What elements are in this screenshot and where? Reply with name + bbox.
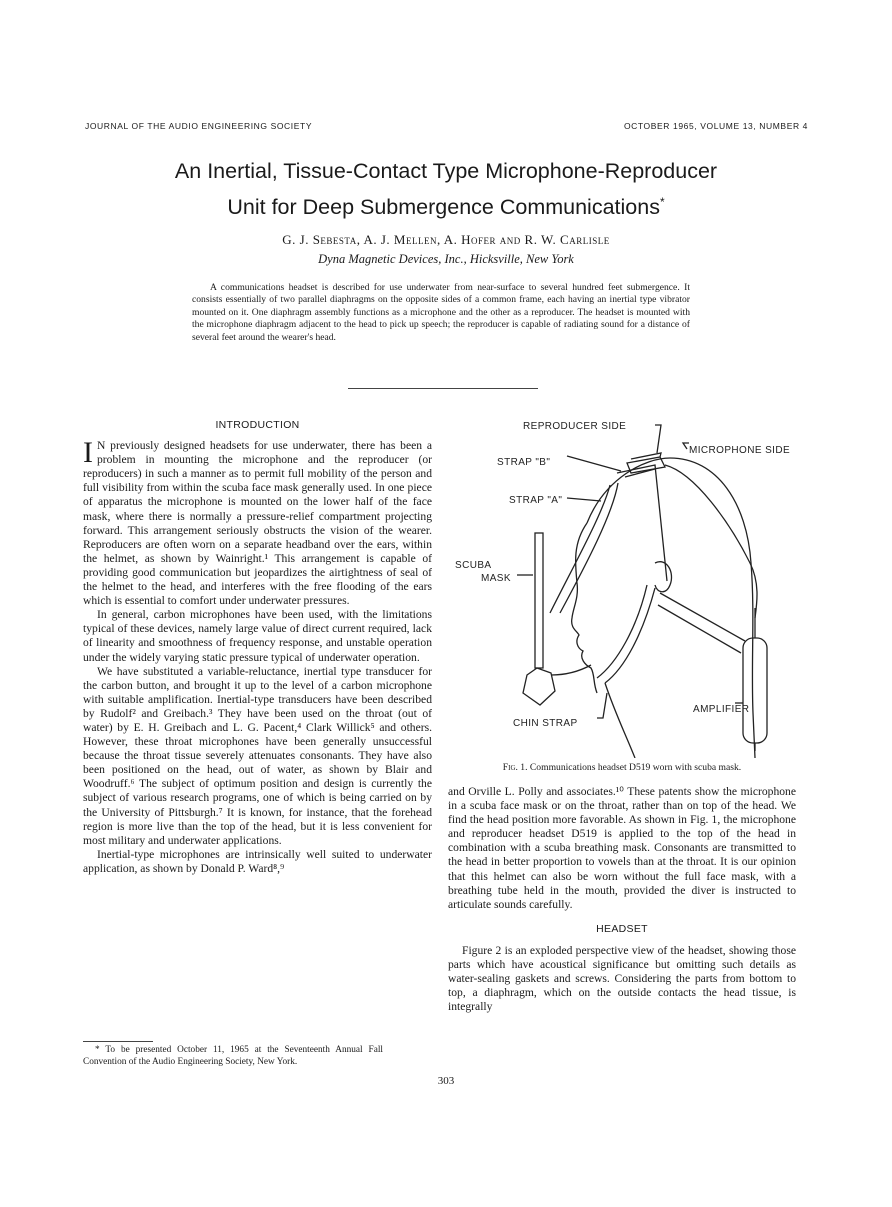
section-heading-headset: HEADSET bbox=[596, 922, 648, 935]
mask-mouthpiece bbox=[523, 668, 555, 705]
running-header-issue: OCTOBER 1965, VOLUME 13, NUMBER 4 bbox=[623, 121, 808, 131]
leader-reproducer bbox=[655, 425, 661, 453]
paragraph: In general, carbon microphones have been used, with the limitations typical of these devices, namely large value of direct current required, lack of linearity and smoothness of frequency response, and unstable operation under the widely varying static pressure typical of underwater operation. bbox=[83, 608, 432, 664]
figure-number: Fig. 1. bbox=[502, 762, 528, 773]
authors: G. J. Sebesta, A. J. Mellen, A. Hofer and R. W. Carlisle bbox=[282, 232, 610, 247]
separator-rule bbox=[348, 388, 538, 389]
label-scuba: SCUBA bbox=[455, 560, 492, 571]
label-microphone-side: MICROPHONE SIDE bbox=[689, 445, 791, 456]
neck-line bbox=[605, 683, 635, 758]
leader-strap-b bbox=[567, 456, 621, 471]
strap-b bbox=[617, 465, 667, 581]
rear-strap-2 bbox=[658, 605, 741, 653]
label-mask: MASK bbox=[481, 573, 511, 584]
paragraph: Inertial-type microphones are intrinsically well suited to underwater application, as shown by Donald P. Ward⁸,⁹ bbox=[83, 847, 432, 875]
left-column bbox=[83, 418, 432, 876]
title-line-2 bbox=[80, 187, 812, 223]
affiliation: Dyna Magnetic Devices, Inc., Hicksville, New York bbox=[318, 252, 574, 266]
label-chin-strap: CHIN STRAP bbox=[513, 718, 578, 729]
page-number: 303 bbox=[437, 1075, 455, 1087]
figure-caption bbox=[448, 762, 796, 773]
leader-strap-a bbox=[567, 498, 601, 501]
footnote-rule bbox=[83, 1041, 153, 1042]
amplifier-body bbox=[743, 638, 767, 743]
paragraph: Figure 2 is an exploded perspective view of the headset, showing those parts which have acoustical significance but omitting such details as water-sealing gaskets and screws. Considering the parts from bottom to top, a diaphragm, which on the outside contacts the head tissue, is integrally bbox=[448, 943, 796, 1014]
title-footnote-mark: * bbox=[659, 195, 665, 209]
scuba-mask bbox=[535, 533, 543, 668]
label-reproducer-side: REPRODUCER SIDE bbox=[523, 421, 627, 432]
paragraph bbox=[83, 436, 432, 608]
mask-strap-lower bbox=[551, 665, 591, 675]
section-heading-introduction: INTRODUCTION bbox=[215, 419, 300, 431]
title-line-1: An Inertial, Tissue-Contact Type Microphone-Reproducer bbox=[174, 159, 718, 183]
drop-cap: I bbox=[83, 436, 93, 470]
cable bbox=[665, 465, 757, 618]
paragraph: and Orville L. Polly and associates.¹⁰ These patents show the microphone in a scuba face mask or on the throat, rather than on top of the head. We find the head position more favorable. As shown in Fig. 1, the microphone and reproducer headset D519 is applied to the top of the head in combination with a scuba breathing mask. Consonants are transmitted to the head in better proportion to vowels than at the throat. It is our opinion that this helmet can also be worn without the full face mask, with a breathing tube held in the mouth, provided the diver is instructed to articulate sounds carefully. bbox=[448, 785, 796, 911]
figure-caption-text: Communications headset D519 worn with scuba mask. bbox=[529, 762, 742, 773]
headset-illustration bbox=[455, 413, 810, 758]
label-strap-b: STRAP "B" bbox=[497, 457, 551, 468]
strap-a-2 bbox=[560, 483, 618, 613]
paper-title bbox=[80, 156, 812, 223]
title-line-2-text: Unit for Deep Submergence Communications bbox=[227, 195, 660, 220]
label-amplifier: AMPLIFIER bbox=[693, 704, 750, 715]
label-strap-a: STRAP "A" bbox=[509, 495, 563, 506]
abstract: A communications headset is described for use underwater from near-surface to several hundred feet submergence. It consists essentially of two parallel diaphragms on the opposite sides of a common frame, each having an inertial type vibrator mounted on it. One diaphragm assembly functions as a microphone and the other as a reproducer. The headset is mounted with the microphone diaphragm adjacent to the head to pick up speech; the reproducer is capable of radiating sound for a distance of several feet around the wearer's head. bbox=[192, 282, 690, 343]
chin-strap-front bbox=[605, 588, 655, 683]
right-column bbox=[448, 785, 796, 1014]
ear bbox=[655, 562, 672, 592]
paragraph-text: N previously designed headsets for use underwater, there has been a problem in mounting the microphone and the reproducer (or reproducers) in such a manner as to permit full mobility of the person and full visibility from within the scuba face mask generally used. In one piece of apparatus the microphone is mounted on the lower half of the face mask, where there is normally a pressure-relief compartment projecting forward. This arrangement seriously obstructs the vision of the wearer. Reproducers are often worn on a separate headband over the ears, within the helmet, as shown by Wainright.¹ This arrangement is capable of providing good communication but jeopardizes the airtightness of seal of the helmet to the head, and interferes with the free flooding of the ears which is essential to comfort under underwater pressures. bbox=[83, 439, 432, 608]
footnote: * To be presented October 11, 1965 at the Seventeenth Annual Fall Convention of the Audio Engineering Society, New York. bbox=[83, 1045, 383, 1067]
running-header-journal: JOURNAL OF THE AUDIO ENGINEERING SOCIETY bbox=[85, 121, 313, 131]
paragraph: We have substituted a variable-reluctance, inertial type transducer for the carbon button, and brought it up to the level of a carbon microphone with suitable amplification. Inertial-type transducers have been described by Rudolf² and Greibach.³ They have been used on the throat (out of water) by E. H. Greibach and L. G. Pacent,⁴ Clark Willick⁵ and others. However, these throat microphones have been generally unsuccessful because the throat tissue severely attenuates consonants. They have also been positioned on the head, out of water, as shown by Blair and Woodruff.⁶ The subject of optimum position and design is currently the subject of various research programs, one of which is being carried on by the University of Pittsburgh.⁷ It is known, for instance, that the forehead region is more live than the top of the head, but it is less convenient for most military and underwater applications. bbox=[83, 664, 432, 847]
figure-headset-drawing bbox=[455, 413, 810, 758]
rear-strap bbox=[660, 593, 745, 641]
leader-chin bbox=[597, 693, 607, 718]
